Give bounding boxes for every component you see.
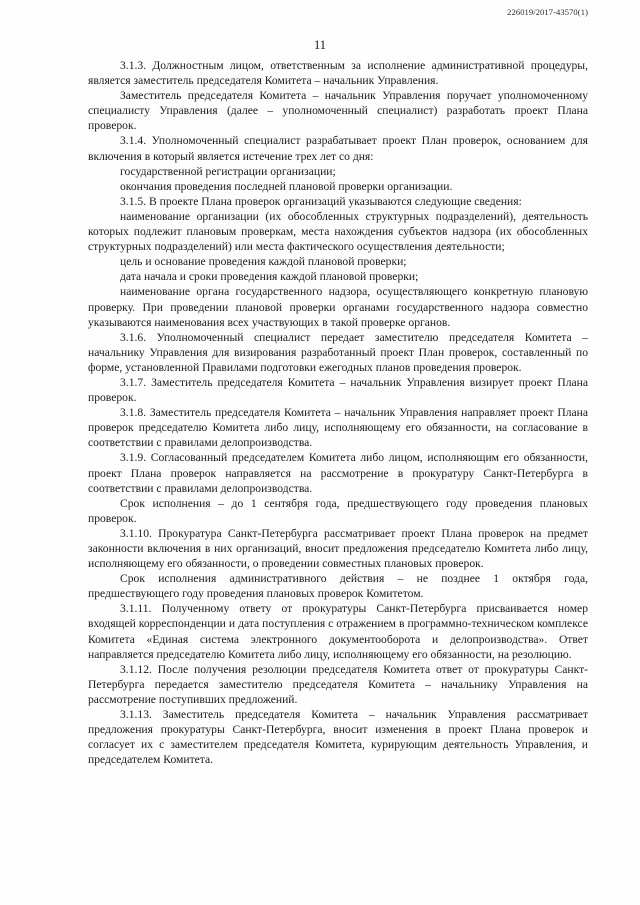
paragraph-3-1-5: 3.1.5. В проекте Плана проверок организаций указываются следующие сведения: [120,194,522,208]
paragraph: Заместитель председателя Комитета – начальник Управления поручает уполномоченному специалисту Управления (далее – уполномоченный специалист) разработать проект Плана проверок. [88,89,588,133]
paragraph-3-1-10: 3.1.10. Прокуратура Санкт-Петербурга рассматривает проект Плана проверок на предмет законности включения в них организаций, вносит предложения председателю Комитета либо лицу, исполняющему его обязанности, о проведении совместных плановых проверок. [88,526,588,571]
list-item: цель и основание проведения каждой плановой проверки; [120,255,407,269]
paragraph-3-1-12: 3.1.12. После получения резолюции председателя Комитета ответ от прокуратуры Санкт-Петербурга передается заместителю председателя Комитета – начальнику Управления на рассмотрение поступивших предложений. [88,662,588,706]
list-item: наименование организации (их обособленных структурных подразделений), деятельность которых подлежит плановым проверкам, места нахождения субъектов надзора (их обособленных структурных подразделений) или места фактического осуществления деятельности; [88,209,588,254]
list-item: наименование органа государственного надзора, осуществляющего конкретную плановую проверку. При проведении плановой проверки органами государственного надзора совместно указываются наименования всех участвующих в такой проверке органов. [88,285,588,329]
list-item: окончания проведения последней плановой проверки организации. [120,179,453,193]
paragraph-3-1-4: 3.1.4. Уполномоченный специалист разрабатывает проект План проверок, основанием для включения в который является истечение трех лет со дня: [88,134,588,163]
paragraph: Срок исполнения – до 1 сентября года, предшествующего году проведения плановых проверок. [88,496,588,525]
paragraph-3-1-6: 3.1.6. Уполномоченный специалист передает заместителю председателя Комитета – начальнику Управления для визирования разработанный проект План проверок, составленный по форме, установленной Правилами подготовки ежегодных планов проведения проверок. [88,330,588,374]
paragraph-3-1-11: 3.1.11. Полученному ответу от прокуратуры Санкт-Петербурга присваивается номер входящей корреспонденции и дата поступления с отражением в программно-техническом комплексе Комитета «Единая система электронного документооборота и делопроизводства». Ответ направляется председателю Комитета либо лицу, исполняющему его обязанности, на резолюцию. [88,602,588,661]
paragraph-3-1-8: 3.1.8. Заместитель председателя Комитета – начальник Управления направляет проект Плана проверок председателю Комитета либо лицу, исполняющему его обязанности, на согласование в соответствии с правилами делопроизводства. [88,406,588,450]
paragraph-3-1-9: 3.1.9. Согласованный председателем Комитета либо лицом, исполняющим его обязанности, проект Плана проверок направляется на рассмотрение в прокуратуру Санкт-Петербурга в соответствии с правилами делопроизводства. [88,451,588,495]
list-item: дата начала и сроки проведения каждой плановой проверки; [120,270,419,284]
paragraph-3-1-3: 3.1.3. Должностным лицом, ответственным за исполнение административной процедуры, является заместитель председателя Комитета – начальник Управления. [88,59,588,88]
document-id: 226019/2017-43570(1) [507,7,588,17]
paragraph-3-1-7: 3.1.7. Заместитель председателя Комитета – начальник Управления визирует проект Плана проверок. [88,375,588,405]
list-item: государственной регистрации организации; [120,164,336,178]
page-number: 11 [313,38,327,52]
paragraph-3-1-13: 3.1.13. Заместитель председателя Комитета – начальник Управления рассматривает предложения прокуратуры Санкт-Петербурга, вносит изменения в проект Плана проверок и согласует их с заместителем председателя Комитета, курирующим деятельность Управления, и председателем Комитета. [88,708,588,767]
paragraph: Срок исполнения административного действия – не позднее 1 октября года, предшествующего году проведения плановых проверок Комитетом. [88,572,588,601]
document-body [88,58,588,767]
